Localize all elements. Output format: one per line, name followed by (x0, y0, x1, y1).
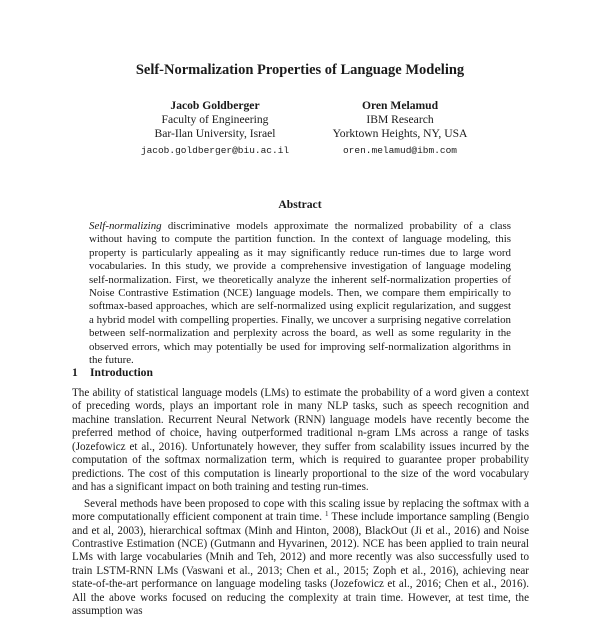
footnote-marker[interactable]: 1 (325, 510, 329, 519)
author-affiliation: Bar-Ilan University, Israel (154, 127, 276, 141)
author-affiliation: IBM Research (366, 113, 434, 127)
section-title: Introduction (90, 366, 153, 379)
author-affiliation: Faculty of Engineering (161, 113, 269, 127)
author-affiliation: Yorktown Heights, NY, USA (332, 127, 468, 141)
abstract-lead-term: Self-normalizing (89, 220, 162, 232)
section-heading (72, 366, 153, 379)
author-name: Jacob Goldberger (170, 99, 260, 112)
section-number: 1 (72, 366, 78, 379)
body-paragraph-part: Several methods have been proposed to cope with this scaling issue by replacing the softmax with a more computationally efficient component at train time. (72, 497, 529, 524)
section-body (72, 387, 529, 619)
abstract-heading: Abstract (278, 198, 322, 211)
paper-title: Self-Normalization Properties of Language Modeling (135, 62, 465, 78)
author-email: jacob.goldberger@biu.ac.il (140, 144, 290, 156)
abstract-body: discriminative models approximate the normalized probability of a class without having to compute the partition function. In the context of language modeling, this property is particularly appealing as it may significantly reduce run-times due to large word vocabularies. In this study, we provide a comprehensive investigation of language modeling self-normalization. First, we theoretically analyze the inherent self-normalization properties of Noise Contrastive Estimation (NCE) language models. Then, we compare them empirically to softmax-based approaches, which are self-normalized using explicit regularization, and suggest a hybrid model with compelling properties. Finally, we uncover a surprising negative correlation between self-normalization and perplexity across the board, as well as some regularity in the observed errors, which may potentially be used for improving self-normalization algorithms in the future. (89, 220, 511, 367)
body-paragraph: The ability of statistical language models (LMs) to estimate the probability of a word given a context of preceding words, plays an important role in many NLP tasks, such as speech recognition and machine translation. Recurrent Neural Network (RNN) language models have recently become the preferred method of choice, having outperformed traditional n-gram LMs across a range of tasks (Jozefowicz et al., 2016). Unfortunately however, they suffer from scalability issues incurred by the computation of the softmax normalization term, which is required to guarantee proper probability predictions. The cost of this computation is linearly proportional to the size of the word vocabulary and has a significant impact on both training and testing run-times. (72, 387, 529, 494)
author-block-1 (110, 99, 320, 158)
body-paragraph (72, 498, 529, 619)
body-paragraph-part: These include importance sampling (Bengio and et al, 2003), hierarchical softmax (Minh and Hinton, 2008), BlackOut (Ji et al., 2016) and Noise Contrastive Estimation (NCE) (Gutmann and Hyvarinen, 2012). NCE has been applied to train neural LMs with large vocabularies (Mnih and Teh, 2012) and more recently was also successfully used to train LSTM-RNN LMs (Vaswani et al., 2013; Chen et al., 2015; Zoph et al., 2016), achieving near state-of-the-art performance on language modeling tasks (Jozefowicz et al., 2016; Chen et al., 2016). All the above works focused on reducing the complexity at train time. However, at test time, the assumption was (72, 511, 529, 618)
author-block-2 (300, 99, 500, 158)
author-name: Oren Melamud (361, 99, 439, 112)
author-email: oren.melamud@ibm.com (342, 144, 458, 156)
abstract-text (89, 220, 511, 367)
